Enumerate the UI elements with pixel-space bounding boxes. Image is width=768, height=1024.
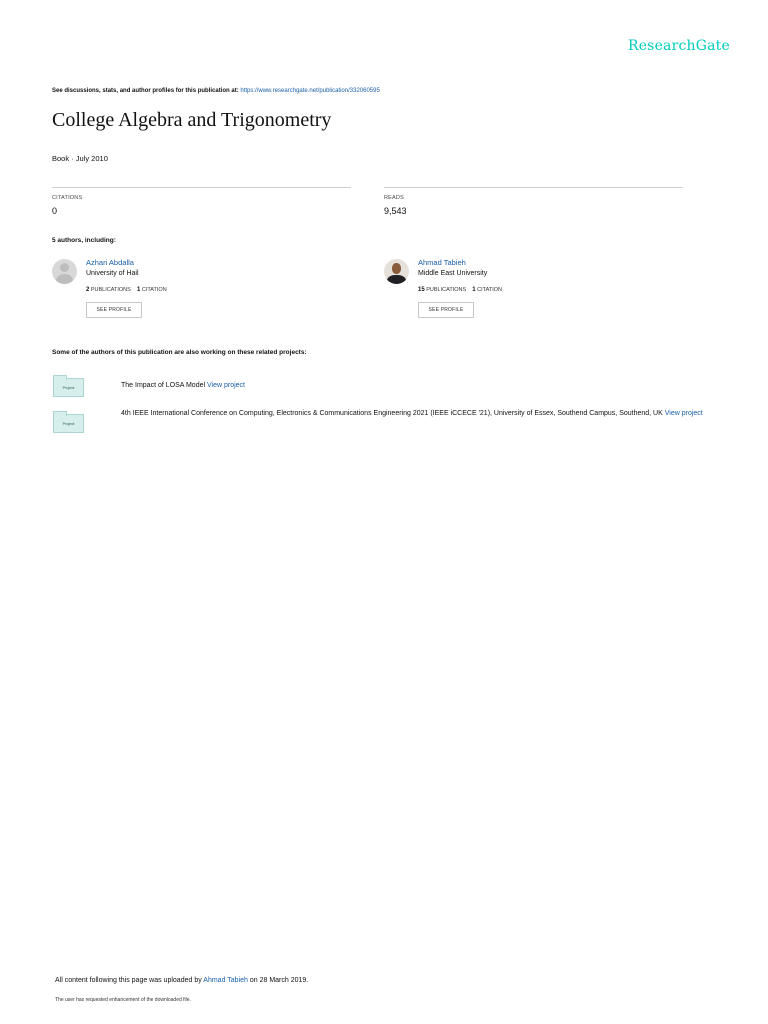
author-institution: University of Hail (86, 270, 139, 277)
publications-count: 15 (418, 287, 425, 293)
author-card (384, 258, 684, 322)
project-badge: Project (62, 421, 75, 426)
upload-suffix: on 28 March 2019. (249, 977, 309, 984)
publications-label: PUBLICATIONS (90, 287, 131, 293)
avatar-placeholder-icon[interactable] (52, 259, 77, 284)
author-metrics (418, 287, 502, 293)
citations-count: 1 (136, 287, 141, 293)
see-profile-button[interactable]: SEE PROFILE (418, 302, 474, 318)
view-project-link[interactable]: View project (664, 410, 703, 417)
reads-label: READS (384, 195, 404, 201)
author-metrics (86, 287, 167, 293)
publication-type-date: Book · July 2010 (52, 154, 108, 163)
project-title: 4th IEEE International Conference on Computing, Electronics & Communications Engineering 2021 (IEEE iCCECE '21), University of Essex, Southend Campus, Southend, UK (121, 410, 663, 417)
publications-count: 2 (86, 287, 90, 293)
upload-note (55, 977, 308, 984)
author-institution: Middle East University (418, 270, 488, 277)
publication-note (52, 88, 380, 94)
project-text (121, 408, 721, 421)
publications-label: PUBLICATIONS (426, 287, 467, 293)
citations-label: CITATIONS (52, 195, 83, 201)
project-folder-icon (53, 414, 84, 433)
publication-link[interactable]: https://www.researchgate.net/publication/332060595 (240, 88, 380, 94)
project-folder-icon (53, 378, 84, 397)
citations-stat (52, 187, 351, 216)
note-text: See discussions, stats, and author profiles for this publication at: (52, 88, 239, 94)
researchgate-logo[interactable]: ResearchGate (627, 38, 730, 54)
author-name[interactable]: Azhari Abdalla (86, 258, 134, 267)
author-name[interactable]: Ahmad Tabieh (418, 258, 466, 267)
view-project-link[interactable]: View project (207, 382, 246, 389)
project-badge: Project (62, 385, 75, 390)
authors-heading: 5 authors, including: (52, 237, 116, 244)
citations-count: 1 (472, 287, 476, 293)
citation-label: CITATION (141, 287, 167, 293)
project-text (121, 380, 721, 393)
author-card (52, 258, 352, 322)
citation-label: CITATION (477, 287, 503, 293)
upload-prefix: All content following this page was uploaded by (55, 977, 202, 984)
uploader-link[interactable]: Ahmad Tabieh (203, 977, 248, 984)
project-title: The Impact of LOSA Model (121, 382, 206, 389)
author-photo[interactable] (384, 259, 409, 284)
enhancement-note: The user has requested enhancement of the downloaded file. (55, 997, 191, 1003)
publication-title: College Algebra and Trigonometry (52, 109, 332, 131)
reads-value: 9,543 (384, 206, 407, 216)
citations-value: 0 (52, 206, 58, 216)
related-projects-heading: Some of the authors of this publication are also working on these related projects: (52, 349, 307, 356)
reads-stat (384, 187, 683, 216)
see-profile-button[interactable]: SEE PROFILE (86, 302, 142, 318)
